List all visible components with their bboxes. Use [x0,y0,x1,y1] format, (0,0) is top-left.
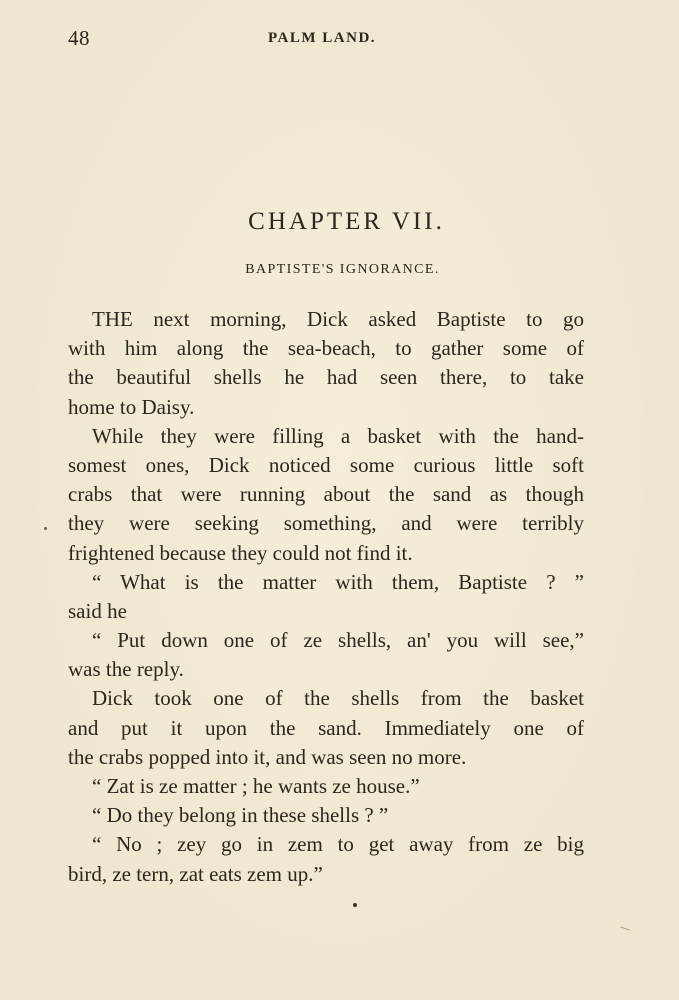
text-line: with him along the sea-beach, to gather some of [68,336,584,361]
body-text [68,305,584,889]
chapter-subtitle: BAPTISTE'S IGNORANCE. [245,262,440,277]
text-line: crabs that were running about the sand as though [68,482,584,507]
text-line: and put it upon the sand. Immediately one of [68,715,584,740]
running-head: PALM LAND. [268,30,377,46]
text-line: was the reply. [68,657,184,682]
page-end-dot [353,903,357,907]
chapter-title: CHAPTER VII. [248,208,445,235]
text-line: “ What is the matter with them, Baptiste ? ” [92,569,584,594]
text-line: “ Do they belong in these shells ? ” [92,803,389,828]
text-line: “ Put down one of ze shells, an' you will see,” [92,628,584,653]
text-line: Dick took one of the shells from the basket [92,686,584,711]
text-line: bird, ze tern, zat eats zem up.” [68,861,323,886]
page-header [68,26,588,52]
text-line: THE next morning, Dick asked Baptiste to go [92,307,584,331]
text-line: While they were filling a basket with the hand- [92,423,584,448]
page-number: 48 [68,26,90,50]
text-line: “ Zat is ze matter ; he wants ze house.” [92,774,420,798]
text-line: home to Daisy. [68,394,195,419]
text-line: they were seeking something, and were terribly [68,511,584,536]
text-line: “ No ; zey go in zem to get away from ze big [92,832,584,857]
text-line: the beautiful shells he had seen there, to take [68,365,584,390]
margin-speck [44,527,47,530]
text-line: frightened because they could not find it. [68,540,413,565]
text-line: said he [68,598,127,623]
text-line: somest ones, Dick noticed some curious little soft [68,452,584,477]
text-line: the crabs popped into it, and was seen no more. [68,744,467,769]
paper-edge-mark [620,926,630,930]
